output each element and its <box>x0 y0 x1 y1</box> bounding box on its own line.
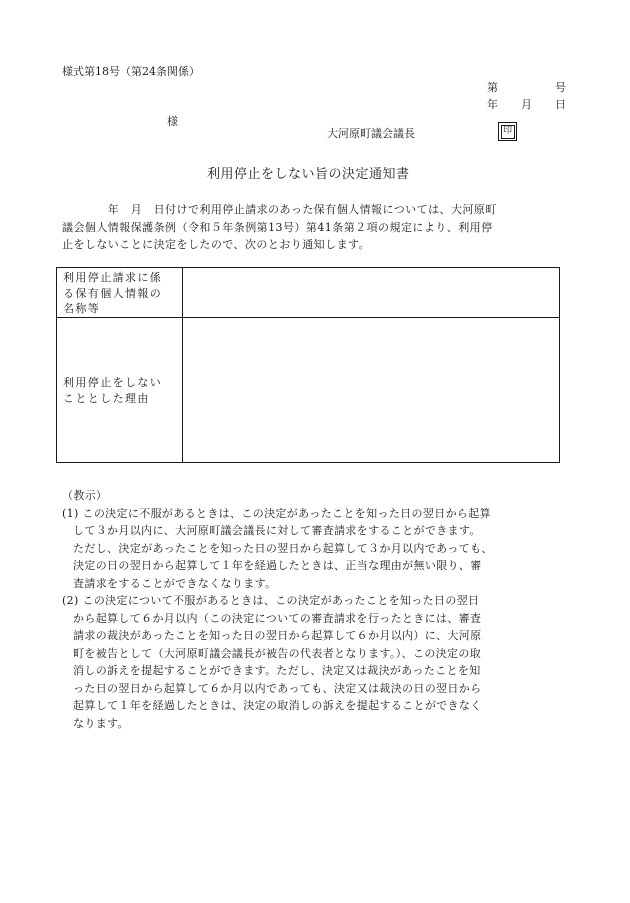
addressee-honorific: 様 <box>167 115 178 128</box>
intro-paragraph <box>62 201 570 254</box>
notes-item2-line: (2) この決定について不服があるときは、この決定があったことを知った日の翌日 <box>62 594 480 607</box>
row1-header-line: 名称等 <box>63 302 101 315</box>
row1-header-cell <box>63 270 179 317</box>
notes-item2-line: 町を被告として（大河原町議会議長が被告の代表者となります。）、この決定の取 <box>73 646 482 660</box>
notes-item2-line: 消しの訴えを提起することができます。ただし、決定又は裁決があったことを知 <box>73 664 481 677</box>
notes-item1-line: 査請求をすることができなくなります。 <box>73 576 277 590</box>
instruction-notes <box>62 487 572 732</box>
row1-header-line: る保有個人情報の <box>63 286 163 300</box>
document-number <box>487 82 567 94</box>
notes-item1-line: 決定の日の翌日から起算して１年を経過したときは、正当な理由が無い限り、審 <box>73 559 482 572</box>
notes-heading: （教示） <box>62 489 108 502</box>
notes-item1-line: (1) この決定に不服があるときは、この決定があったことを知った日の翌日から起算 <box>62 506 491 520</box>
row2-header-cell <box>63 375 179 406</box>
notes-item1-line: ただし、決定があったことを知った日の翌日から起算して３か月以内であっても、 <box>73 541 493 555</box>
intro-line: 止をしないことに決定をしたので、次のとおり通知します。 <box>62 238 371 251</box>
row1-header-line: 利用停止請求に係 <box>63 271 163 284</box>
notes-item2-line: なります。 <box>73 716 129 730</box>
sender-name: 大河原町議会議長 <box>327 127 415 140</box>
intro-line: 年 月 日付けで利用停止請求のあった保有個人情報については、大河原町 <box>62 203 497 216</box>
row1-value-cell <box>183 268 559 317</box>
date-year: 年 <box>487 98 498 111</box>
intro-line: 議会個人情報保護条例（令和５年条例第13号）第41条第２項の規定により、利用停 <box>62 220 493 234</box>
row2-value-cell <box>183 318 559 462</box>
date-month: 月 <box>521 98 532 111</box>
seal-mark: 印 <box>501 125 515 139</box>
form-number-label: 様式第18号（第24条関係） <box>62 65 200 78</box>
document-number-suffix: 号 <box>555 81 566 94</box>
notes-item2-line: 請求の裁決があったことを知った日の翌日から起算して６か月以内）に、大河原 <box>73 629 482 642</box>
info-table <box>56 267 560 463</box>
notes-item2-line: った日の翌日から起算して６か月以内であっても、決定又は裁決の日の翌日から <box>73 681 482 695</box>
date-day: 日 <box>555 98 566 111</box>
notes-item2-line: から起算して６か月以内（この決定についての審査請求を行ったときには、審査 <box>73 611 482 625</box>
document-title: 利用停止をしない旨の決定通知書 <box>207 167 410 182</box>
document-number-prefix: 第 <box>487 81 498 94</box>
notes-item1-line: して３か月以内に、大河原町議会議長に対して審査請求をすることができます。 <box>73 524 481 537</box>
seal-stamp <box>498 122 517 141</box>
row2-header-line: 利用停止をしない <box>63 376 163 389</box>
notes-item2-line: 起算して１年を経過したときは、決定の取消しの訴えを提起することができなく <box>73 699 482 712</box>
issue-date <box>487 99 567 111</box>
row2-header-line: こととした理由 <box>63 391 150 405</box>
